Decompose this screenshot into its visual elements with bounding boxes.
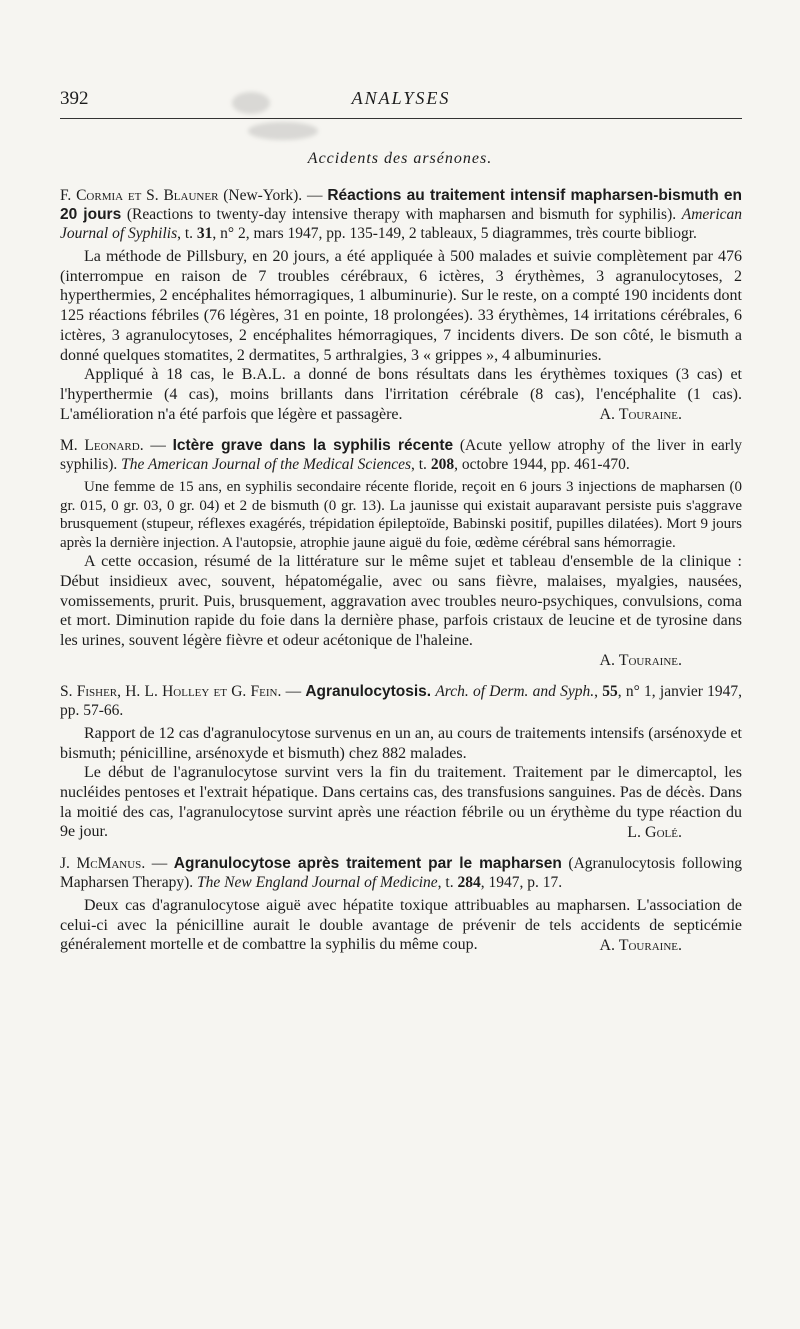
- header-rule: [60, 118, 742, 119]
- authors: F. Cormia et S. Blauner: [60, 187, 219, 204]
- journal-name: The American Journal of the Medical Sciences: [121, 456, 411, 474]
- abstract-paragraph: A cette occasion, résumé de la littérature sur le même sujet et tableau d'ensemble de la clinique : Début insidieux avec, souvent, hépatomégalie, avec ou sans fièvre, malaises, myalgies, nausées, vomissements, prurit. Puis, brusquement, aggravation avec troubles neuro-psychiques, convulsions, coma et mort. Diminution rapide du foie dans la dernière phase, parfois cristaux de leucine et de tyrosine dans les urines, souvent légère fièvre et odeur acétonique de l'haleine.: [60, 553, 742, 650]
- citation: [60, 682, 742, 720]
- volume-prefix: , t.: [411, 456, 431, 474]
- print-smudge: [248, 122, 318, 140]
- article-title: Agranulocytose après traitement par le mapharsen: [173, 855, 562, 873]
- abstract-paragraph: Rapport de 12 cas d'agranulocytose survenus en un an, au cours de traitements intensifs (arsénoxyde et bismuth; pénicilline, arsénoxyde et bismuth) chez 882 malades.: [60, 724, 742, 762]
- authors: S. Fisher, H. L. Holley et G. Fein: [60, 682, 278, 700]
- citation: [60, 436, 742, 474]
- volume-prefix: ,: [594, 682, 603, 700]
- authors: J. McManus: [60, 855, 142, 873]
- abstract-paragraph: Appliqué à 18 cas, le B.A.L. a donné de bons résultats dans les érythèmes toxiques (3 cas) et l'hyperthermie (4 cas), moins brillants dans l'irritation cérébrale (8 cas), l'encéphalite (1 cas). L'amélioration n'a été parfois que légère et passagère.: [60, 366, 742, 423]
- page-header: [60, 88, 742, 112]
- citation-details: , 1947, p. 17.: [480, 874, 563, 892]
- volume-number: 55: [602, 682, 618, 700]
- review-entry: [60, 436, 742, 670]
- page-number: 392: [60, 88, 89, 109]
- review-entry: [60, 186, 742, 424]
- citation-place: . —: [141, 855, 174, 873]
- citation-place: (New-York). —: [218, 187, 328, 204]
- journal-name: The New England Journal of Medicine: [197, 874, 438, 892]
- citation: [60, 854, 742, 892]
- section-title: Accidents des arsénones.: [307, 150, 493, 167]
- reviewer-signature: L. Golé.: [627, 824, 682, 842]
- reviewer-signature: A. Touraine.: [599, 406, 682, 424]
- abstract-paragraph: Le début de l'agranulocytose survint vers la fin du traitement. Traitement par le dimercaptol, les nucléides pentoses et l'extrait hépatique. Dans certains cas, des transfusions sanguines. Pas de décès. Dans la moitié des cas, l'agranulocytose survint après une réaction fébrile ou un érythème du type réaction du 9e jour.: [60, 764, 742, 841]
- citation-details: , n° 2, mars 1947, pp. 135-149, 2 tableaux, 5 diagrammes, très courte bibliogr.: [212, 225, 697, 242]
- journal-name: Arch. of Derm. and Syph.: [435, 682, 595, 700]
- article-list: [60, 186, 742, 967]
- article-title: Ictère grave dans la syphilis récente: [172, 437, 454, 455]
- citation-place: . —: [139, 437, 173, 455]
- abstract-paragraph: Deux cas d'agranulocytose aiguë avec hépatite toxique attribuables au mapharsen. L'association de celui-ci avec la pénicilline aurait le double avantage de prévenir de tels accidents de septicémie généralement mortelle et de combattre la syphilis du même coup.: [60, 897, 742, 954]
- journal-name: American Journal of Syphilis: [60, 206, 743, 242]
- running-title: ANALYSES: [351, 88, 451, 108]
- volume-number: 284: [457, 874, 481, 892]
- review-entry: [60, 682, 742, 842]
- citation-place: . —: [277, 682, 306, 700]
- citation: [60, 186, 742, 243]
- abstract-paragraph: Une femme de 15 ans, en syphilis secondaire récente floride, reçoit en 6 jours 3 injections de mapharsen (0 gr. 015, 0 gr. 03, 0 gr. 04) et 2 de bismuth (0 gr. 13). La jaunisse qui existait auparavant persiste puis s'aggrave brusquement (stupeur, réflexes exagérés, trépidation épileptoïde, Babinski positif, pupilles dilatées). Mort 9 jours après la dernière injection. A l'autopsie, atrophie jaune aiguë du foie, œdème cérébral sans hémorragie.: [60, 479, 742, 551]
- volume-number: 31: [196, 225, 213, 242]
- volume-number: 208: [430, 456, 455, 474]
- article-title: Réactions au traitement intensif mapharsen-bismuth en 20 jours: [60, 187, 742, 223]
- abstract-paragraph: La méthode de Pillsbury, en 20 jours, a été appliquée à 500 malades et suivie complètement par 476 (interrompue en raison de 7 troubles cérébraux, 6 ictères, 3 érythèmes, 3 agranulocytoses, 2 hyperthermies, 2 encéphalites hémorragiques, 1 albuminurie). Sur le reste, on a compté 190 incidents dont 125 réactions fébriles (76 légères, 31 en pointe, 18 prolongées). 33 érythèmes, 14 irritations cérébrales, 6 ictères, 3 agranulocytoses, 2 encéphalites hémorragiques, 7 incidents divers. De son côté, le bismuth a donné quelques stomatites, 2 dermatites, 5 arthralgies, 3 « grippes », 4 albuminuries.: [60, 248, 742, 364]
- volume-prefix: , t.: [177, 225, 197, 242]
- reviewer-signature: A. Touraine.: [599, 937, 682, 955]
- review-entry: [60, 854, 742, 955]
- title-translation: (Agranulocytosis following Mapharsen Therapy).: [60, 855, 742, 892]
- volume-prefix: , t.: [437, 874, 458, 892]
- citation-details: , octobre 1944, pp. 461-470.: [454, 456, 630, 474]
- title-translation: (Acute yellow atrophy of the liver in early syphilis).: [60, 437, 743, 474]
- article-title: Agranulocytosis.: [305, 682, 432, 700]
- title-translation: (Reactions to twenty-day intensive therapy with mapharsen and bismuth for syphilis).: [121, 206, 682, 223]
- reviewer-signature: A. Touraine.: [599, 651, 682, 669]
- citation-details: , n° 1, janvier 1947, pp. 57-66.: [60, 682, 743, 719]
- authors: M. Leonard: [60, 437, 140, 455]
